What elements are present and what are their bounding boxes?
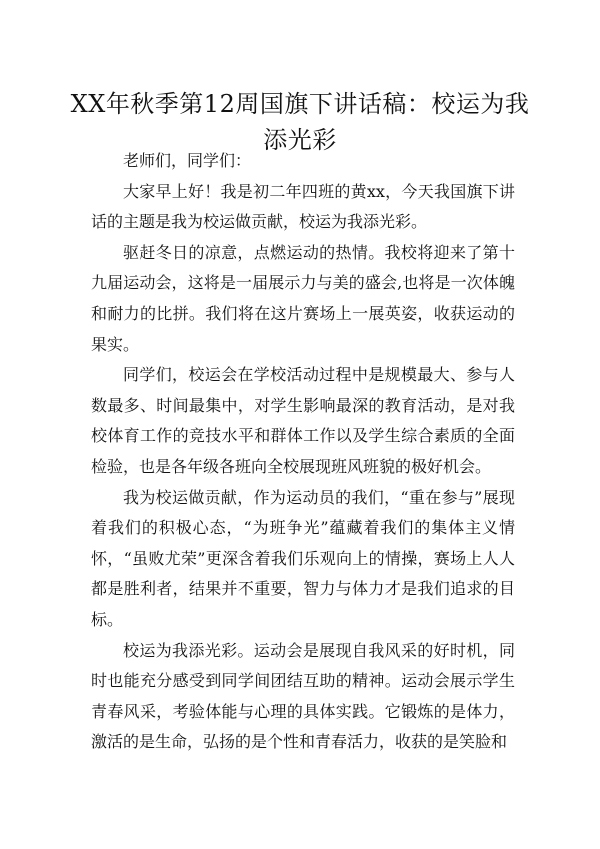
- paragraph-intro: 大家早上好！我是初二年四班的黄xx，今天我国旗下讲话的主题是我为校运做贡献，校运为我添光彩。: [91, 181, 515, 232]
- paragraph-contribution: 我为校运做贡献，作为运动员的我们，“重在参与”展现着我们的积极心态，“为班争光”蕴藏着我们的集体主义情怀，“虽败尤荣”更深含着我们乐观向上的情操，赛场上人人都是胜利者，结果并不重要，智力与体力才是我们追求的目标。: [91, 487, 515, 629]
- document-body: [91, 146, 515, 758]
- paragraph-greeting: 老师们，同学们：: [123, 151, 252, 170]
- paragraph-glory: 校运为我添光彩。运动会是展现自我风采的好时机，同时也能充分感受到同学间团结互助的精神。运动会展示学生青春风采，考验体能与心理的具体实践。它锻炼的是体力，激活的是生命，弘扬的是个性和青春活力，收获的是笑脸和: [91, 640, 515, 752]
- paragraph-significance: 同学们，校运会在学校活动过程中是规模最大、参与人数最多、时间最集中，对学生影响最深的教育活动，是对我校体育工作的竞技水平和群体工作以及学生综合素质的全面检验，也是各年级各班向全校展现班风班貌的极好机会。: [91, 365, 515, 476]
- paragraph-sports-meet: 驱赶冬日的凉意，点燃运动的热情。我校将迎来了第十九届运动会，这将是一届展示力与美的盛会,也将是一次体魄和耐力的比拼。我们将在这片赛场上一展英姿，收获运动的果实。: [91, 242, 515, 354]
- document-title: XX年秋季第12周国旗下讲话稿：校运为我添光彩: [70, 90, 530, 155]
